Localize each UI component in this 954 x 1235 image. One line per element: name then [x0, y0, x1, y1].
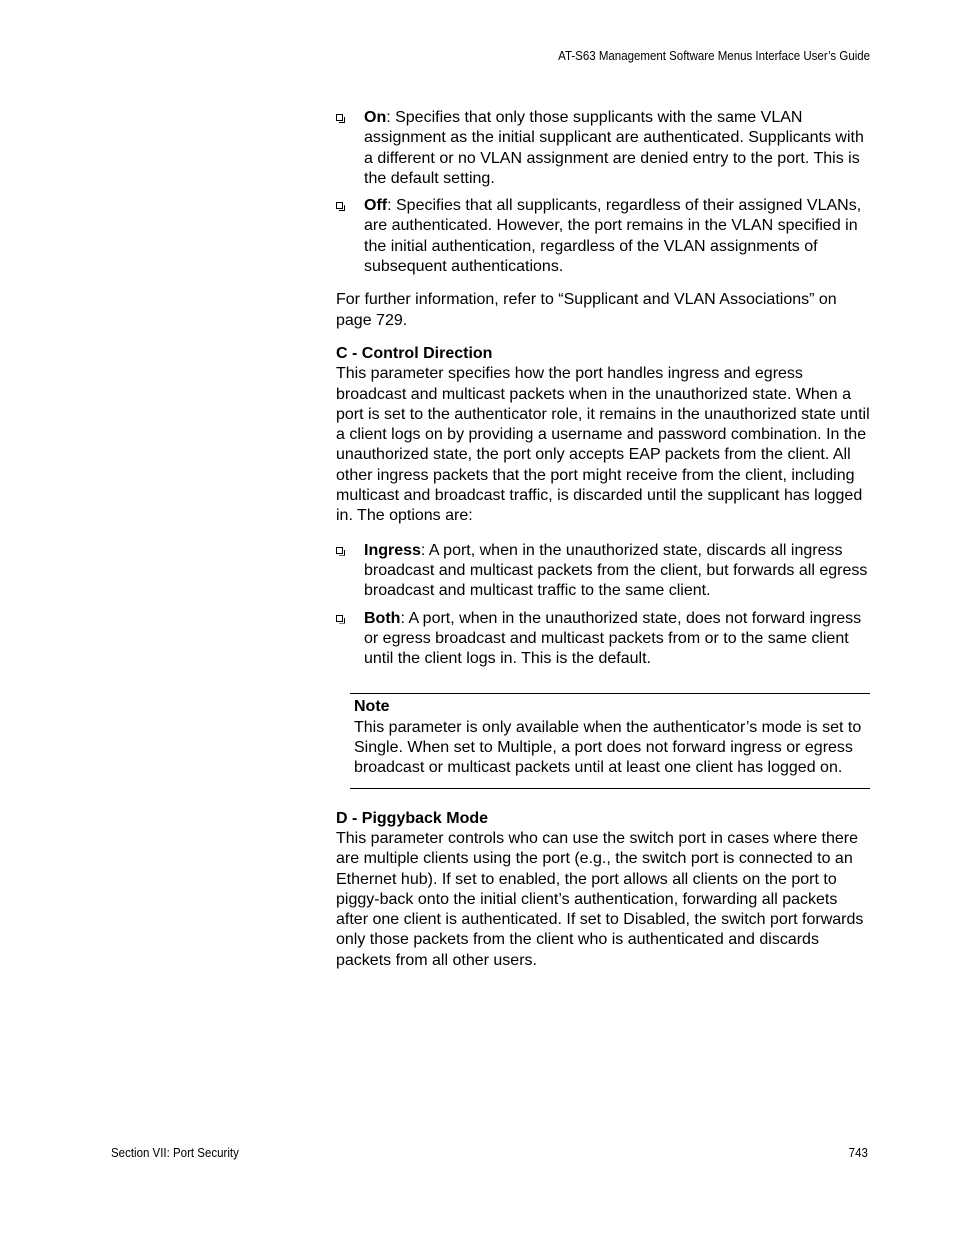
footer-page-number: 743 [848, 1146, 868, 1160]
section-heading-control-direction: C - Control Direction [336, 344, 493, 362]
checkbox-bullet-icon [336, 202, 343, 209]
cross-reference-paragraph: For further information, refer to “Supplicant and VLAN Associations” on page 729. [336, 291, 837, 329]
checkbox-bullet-icon [336, 547, 343, 554]
option-term: Ingress [364, 541, 421, 559]
option-description: : Specifies that only those supplicants with the same VLAN assignment as the initial supplicant are authenticated. Supplicants with a different or no VLAN assignment are denied entry to the port. This is the default setting. [364, 109, 864, 187]
option-description: : Specifies that all supplicants, regardless of their assigned VLANs, are authenticated. However, the port remains in the VLAN specified in the initial authentication, regardless of the VLAN assignments of subsequent authentications. [364, 197, 862, 276]
option-description: : A port, when in the unauthorized state, does not forward ingress or egress broadcast and multicast packets from or to the same client until the client logs in. This is the default. [364, 609, 862, 668]
section-heading-piggyback-mode: D - Piggyback Mode [336, 809, 489, 827]
direction-option-list [336, 541, 872, 670]
checkbox-bullet-icon [336, 615, 343, 622]
note-title: Note [354, 698, 390, 716]
footer-section-label: Section VII: Port Security [111, 1146, 239, 1160]
option-term: Both [364, 609, 401, 627]
vlan-option-list [336, 108, 872, 277]
running-header: AT-S63 Management Software Menus Interface User’s Guide [558, 49, 870, 63]
checkbox-bullet-icon [336, 114, 343, 121]
page-content [336, 108, 872, 971]
note-body: This parameter is only available when the authenticator’s mode is set to Single. When set to Multiple, a port does not forward ingress or egress broadcast or multicast packets until at least one client has logged on. [354, 718, 862, 777]
list-item [336, 541, 872, 602]
note-box [350, 693, 870, 788]
section-body-control-direction: This parameter specifies how the port handles ingress and egress broadcast and multicast packets when in the unauthorized state. When a port is set to the authenticator role, it remains in the unauthorized state until a client logs on by providing a username and password combination. In the unauthorized state, the port only accepts EAP packets from the client. All other ingress packets that the port might receive from the client, including multicast and broadcast traffic, is discarded until the supplicant has logged in. The options are: [336, 365, 870, 525]
option-term: On [364, 109, 387, 126]
list-item [336, 108, 872, 189]
list-item [336, 609, 872, 670]
option-term: Off [364, 197, 388, 215]
option-description: : A port, when in the unauthorized state, discards all ingress broadcast and multicast packets from the client, but forwards all egress broadcast and multicast traffic to the same client. [364, 541, 868, 600]
section-body-piggyback-mode: This parameter controls who can use the switch port in cases where there are multiple clients using the port (e.g., the switch port is connected to an Ethernet hub). If set to enabled, the port allows all clients on the port to piggy-back onto the initial client’s authentication, forwarding all packets after one client is authenticated. If set to Disabled, the switch port forwards only those packets from the client who is authenticated and discards packets from all other users. [336, 829, 864, 969]
list-item [336, 196, 872, 277]
